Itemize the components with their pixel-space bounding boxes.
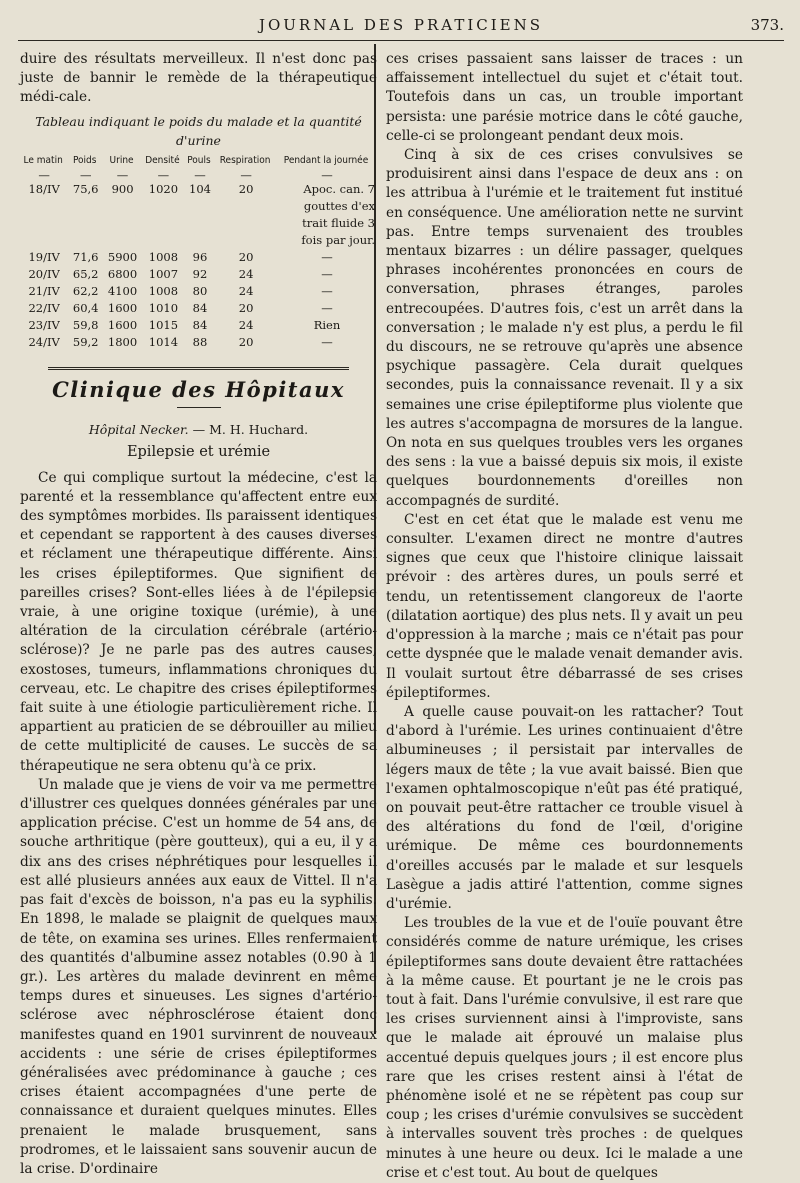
body-paragraph: Les troubles de la vue et de l'ouïe pouvant être considérés comme de nature urémique, les crises épileptiformes sans doute devaient être rattachées à la même cause. Et pourtant je ne le crois pas tout à fait. Dans l'urémie convulsive, il est rare que les crises surviennent ainsi à l'improviste, sans que le malade ait éprouvé un malaise plus accentué depuis quelques jours ; il est encore plus rare que les crises restent ainsi à l'état de phénomène isolé et ne se répètent pas coup sur coup ; les crises d'urémie convulsives se succèdent à intervalles souvent très proches : de quelques minutes à une heure ou deux. Ici le malade a une crise et c'est tout. Au bout de quelques (386, 915, 743, 1181)
table-cell: 24/IV (28, 335, 60, 350)
table-cell: 20 (238, 182, 254, 197)
table-cell: Apoc. can. 7 gouttes d'ex trait fluide 3 fois par jour. (301, 182, 375, 248)
table-cell: 104 (189, 182, 211, 197)
col-header: Pouls (187, 155, 211, 167)
table-cell: 23/IV (28, 318, 60, 333)
body-paragraph: Cinq à six de ces crises convulsives se produisirent ainsi dans l'espace de deux ans : on les attribua à l'urémie et le traitement fut institué en conséquence. Une amélioration nette ne survint pas. Entre temps survenaient des troubles mentaux bizarres : un délire passager, quelques phrases incohérentes prononcées en cours de conversation, phrases étranges, paroles entrecoupées. D'autres fois, c'est un arrêt dans la conversation ; le malade n'y est plus, a perdu le fil du discours, ne se retrouve qu'après une absence psychique passagère. Cela durait quelques secondes, puis la connaissance revenait. Il y a six semaines une crise épileptiforme plus violente que les autres s'accompagna de morsures de la langue. On nota en sus quelques troubles vers les organes des sens : la vue a baissé depuis six mois, il existe quelques bourdonnements d'oreilles non accompagnés de surdité. (386, 147, 743, 509)
table-cell: 4100 (107, 284, 138, 299)
table-cell: 20 (238, 250, 254, 265)
table-cell: 1014 (148, 335, 179, 350)
table-row (20, 266, 377, 283)
table-cell: — (321, 250, 333, 265)
table-cell: Rien (313, 318, 341, 333)
running-header (18, 10, 784, 41)
table-cell: 22/IV (28, 301, 60, 316)
table-cell: — (321, 335, 333, 350)
table-cell: 59,8 (72, 318, 99, 333)
table-cell: 24 (238, 267, 254, 282)
body-paragraph: Un malade que je viens de voir va me permettre d'illustrer ces quelques données générales par une application précise. C'est un homme de 54 ans, de souche arthritique (père goutteux), qui a eu, il y a dix ans des crises néphrétiques pour lesquelles il est allé plusieurs années aux eaux de Vittel. Il n'a pas fait d'excès de boisson, n'a pas eu la syphilis. En 1898, le malade se plaignit de quelques maux de tête, on examina ses urines. Elles renfermaient des quantités d'albumine assez notables (0.90 à 1 gr.). Les artères du malade devinrent en même temps dures et sinueuses. Les signes d'artério-sclérose avec néphrosclérose étaient donc manifestes quand en 1901 survinrent de nouveaux accidents : une série de crises épileptiformes généralisées avec prédominance à gauche ; ces crises étaient accompagnées d'une perte de connaissance et duraient quelques minutes. Elles prenaient le malade brusquement, sans prodromes, et le laissaient sans souvenir aucun de la crise. D'ordinaire (20, 776, 377, 1177)
table-cell: 62,2 (72, 284, 99, 299)
table-cell: 75,6 (72, 182, 99, 197)
col-header: Pendant la journée (283, 155, 369, 167)
body-paragraph: A quelle cause pouvait-on les rattacher? Tout d'abord à l'urémie. Les urines continuaient d'être albumineuses ; il persistait par intervalles de légers maux de tête ; la vue avait baissé. Bien que l'examen ophtalmoscopique n'eût pas été pratiqué, on pouvait peut-être rattacher ce trouble visuel à des altérations du fond de l'œil, d'origine urémique. De même ces bourdonnements d'oreilles accusés par le malade et sur lesquels Lasègue a jadis attiré l'attention, comme signes d'urémie. (386, 703, 743, 912)
table-row (20, 317, 377, 334)
section-title: Clinique des Hôpitaux (52, 377, 345, 403)
left-column (20, 50, 377, 1177)
table-cell: 88 (192, 335, 208, 350)
col-header: Le matin (23, 155, 63, 167)
col-header: Poids (72, 155, 97, 167)
col-header: Densité (145, 155, 180, 167)
data-table (20, 152, 377, 351)
table-cell: 19/IV (28, 250, 60, 265)
title-rule (177, 407, 221, 408)
table-cell: 96 (192, 250, 208, 265)
table-cell: — (321, 267, 333, 282)
body-paragraph: ces crises passaient sans laisser de traces : un affaissement intellectuel du sujet et c'était tout. Toutefois dans un cas, un trouble important persista: une parésie motrice dans le côté gauche, celle-ci se prolongeant pendant deux mois. (386, 51, 743, 144)
hospital-byline (20, 420, 377, 439)
section-divider (48, 367, 349, 370)
table-cell: 1020 (148, 182, 179, 197)
table-cell: 1600 (107, 301, 138, 316)
table-cell: 1010 (148, 301, 179, 316)
dash-row: — — — — — — — (38, 168, 333, 183)
col-header: Respiration (219, 155, 271, 167)
table-cell: 1008 (148, 250, 179, 265)
table-cell: 20 (238, 301, 254, 316)
table-cell: — (321, 284, 333, 299)
table-cell: 6800 (107, 267, 138, 282)
table-caption: Tableau indiquant le poids du malade et la quantité d'urine (35, 113, 362, 148)
right-column (386, 50, 743, 1181)
table-cell: 1600 (107, 318, 138, 333)
article-title: Epilepsie et urémie (126, 444, 271, 461)
col-header: Urine (109, 155, 134, 167)
author-name: — M. H. Huchard. (192, 422, 309, 438)
table-row (20, 334, 377, 351)
table-cell: 84 (192, 301, 208, 316)
table-cell: 65,2 (72, 267, 99, 282)
hospital-name: Hôpital Necker. (88, 422, 189, 438)
table-cell: 5900 (107, 250, 138, 265)
journal-title: JOURNAL DES PRATICIENS (258, 16, 544, 34)
table-row (20, 249, 377, 266)
page-number: 373. (750, 16, 784, 34)
table-header-row (20, 152, 377, 169)
table-cell: 21/IV (28, 284, 60, 299)
table-cell: 24 (238, 318, 254, 333)
table-cell: — (321, 301, 333, 316)
table-cell: 1015 (148, 318, 179, 333)
body-paragraph: C'est en cet état que le malade est venu me consulter. L'examen direct ne montre d'autres signes que ceux que l'histoire clinique laissait prévoir : des artères dures, un pouls serré et tendu, un retentissement clangoreux de l'aorte (dilatation aortique) des plus nets. Il y avait un peu d'oppression à la marche ; mais ce n'était pas pour cette dyspnée que le malade venait demander avis. Il voulait surtout être débarrassé de ses crises épileptiformes. (386, 511, 743, 701)
table-cell: 1800 (107, 335, 138, 350)
table-cell: 92 (192, 267, 208, 282)
intro-paragraph: duire des résultats merveilleux. Il n'est donc pas juste de bannir le remède de la thérapeutique médi-cale. (20, 51, 377, 106)
table-cell: 84 (192, 318, 208, 333)
table-cell: 24 (238, 284, 254, 299)
table-cell: 1008 (148, 284, 179, 299)
table-cell: 1007 (148, 267, 179, 282)
table-cell: 900 (111, 182, 134, 197)
table-cell: 71,6 (72, 250, 99, 265)
table-cell: 60,4 (72, 301, 99, 316)
table-row (20, 283, 377, 300)
table-cell: 80 (192, 284, 208, 299)
table-cell: 20/IV (28, 267, 60, 282)
table-cell: 59,2 (72, 335, 99, 350)
body-paragraph: Ce qui complique surtout la médecine, c'est la parenté et la ressemblance qu'affectent entre eux des symptômes morbides. Ils paraissent identiques et cependant se rapportent à des causes diverses et réclament une thérapeutique différente. Ainsi les crises épileptiformes. Que signifient de pareilles crises? Sont-elles liées à de l'épilepsie vraie, à une origine toxique (urémie), à une altération de la circulation cérébrale (artério-sclérose)? Je ne parle pas des autres causes, exostoses, tumeurs, inflammations chroniques du cerveau, etc. Le chapitre des crises épileptiformes fait suite à une étiologie particulièrement riche. Il appartient au praticien de se débrouiller au milieu de cette multiplicité de causes. Le succès de sa thérapeutique ne sera obtenu qu'à ce prix. (20, 469, 377, 774)
table-row (20, 300, 377, 317)
table-cell: 20 (238, 335, 254, 350)
table-row (20, 181, 377, 249)
table-cell: 18/IV (28, 182, 60, 197)
